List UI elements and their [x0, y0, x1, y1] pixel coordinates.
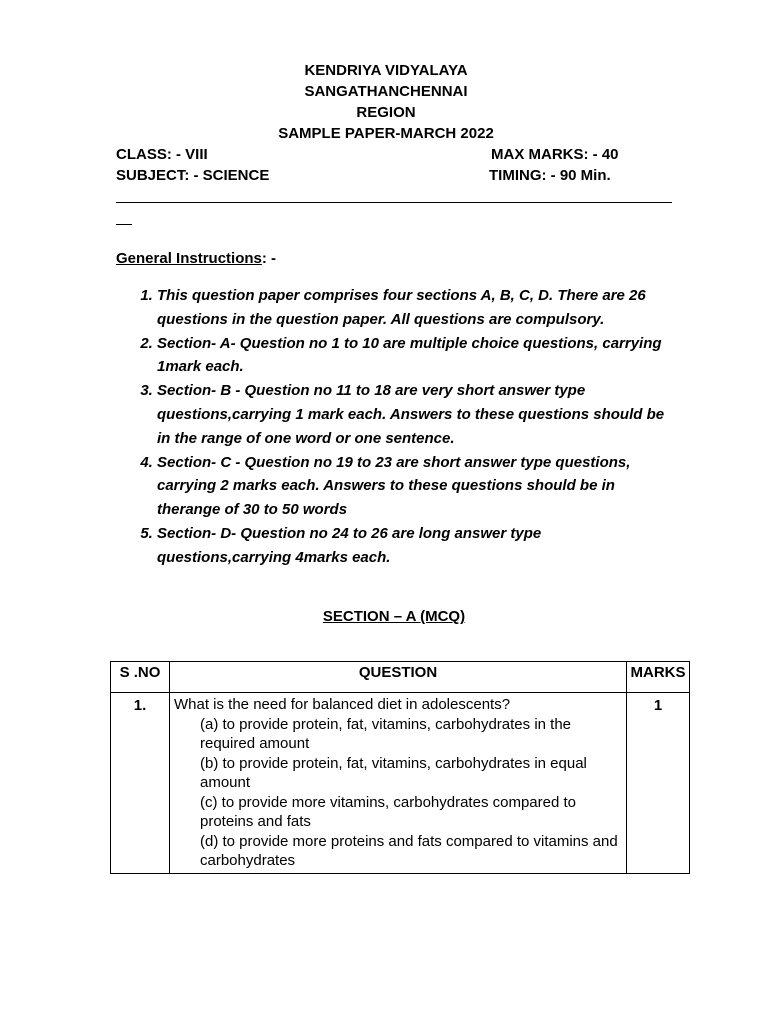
header-line-1: KENDRIYA VIDYALAYA [304, 62, 468, 79]
col-header-sno: S .NO [111, 662, 170, 693]
question-cell [170, 693, 627, 874]
general-instructions-title: General Instructions [116, 250, 262, 267]
header-line-4: SAMPLE PAPER-MARCH 2022 [278, 125, 494, 142]
header-line-2: SANGATHANCHENNAI [304, 83, 468, 100]
instruction-item: 4. Section- C - Question no 19 to 23 are short answer type questions, carrying 2 marks each. Answers to these questions should be in therange of 30 to 50 words [157, 451, 677, 522]
instruction-item: 3. Section- B - Question no 11 to 18 are very short answer type questions,carrying 1 mark each. Answers to these questions should be in the range of one word or one sentence. [157, 379, 677, 450]
instruction-item: 5. Section- D- Question no 24 to 26 are long answer type questions,carrying 4marks each. [157, 522, 677, 570]
question-marks: 1 [627, 693, 690, 874]
divider-rule [116, 202, 672, 203]
timing-label: TIMING: - 90 Min. [489, 167, 611, 184]
question-text: What is the need for balanced diet in adolescents? [174, 696, 511, 713]
option-a: (a) to provide protein, fat, vitamins, carbohydrates in the required amount [200, 715, 572, 752]
questions-table [110, 661, 690, 874]
section-title: SECTION – A (MCQ) [322, 608, 466, 625]
divider-rule-tail [116, 224, 132, 225]
instruction-item: 1. This question paper comprises four sections A, B, C, D. There are 26 questions in the question paper. All questions are compulsory. [157, 284, 677, 332]
class-label: CLASS: - VIII [116, 146, 208, 163]
question-number: 1. [111, 693, 170, 874]
general-instructions-heading [116, 249, 276, 269]
option-c: (c) to provide more vitamins, carbohydrates compared to proteins and fats [200, 793, 576, 830]
table-header-row [111, 662, 690, 693]
subject-label: SUBJECT: - SCIENCE [116, 167, 270, 184]
instruction-item: 2. Section- A- Question no 1 to 10 are multiple choice questions, carrying 1mark each. [157, 332, 677, 380]
max-marks-label: MAX MARKS: - 40 [491, 146, 619, 163]
col-header-marks: MARKS [627, 662, 690, 693]
general-instructions-suffix: : - [261, 250, 277, 267]
instructions-list [116, 284, 677, 570]
option-b: (b) to provide protein, fat, vitamins, carbohydrates in equal amount [200, 754, 587, 791]
option-d: (d) to provide more proteins and fats compared to vitamins and carbohydrates [200, 832, 618, 869]
col-header-question: QUESTION [170, 662, 627, 693]
header-line-3: REGION [356, 104, 416, 121]
table-row [111, 693, 690, 874]
